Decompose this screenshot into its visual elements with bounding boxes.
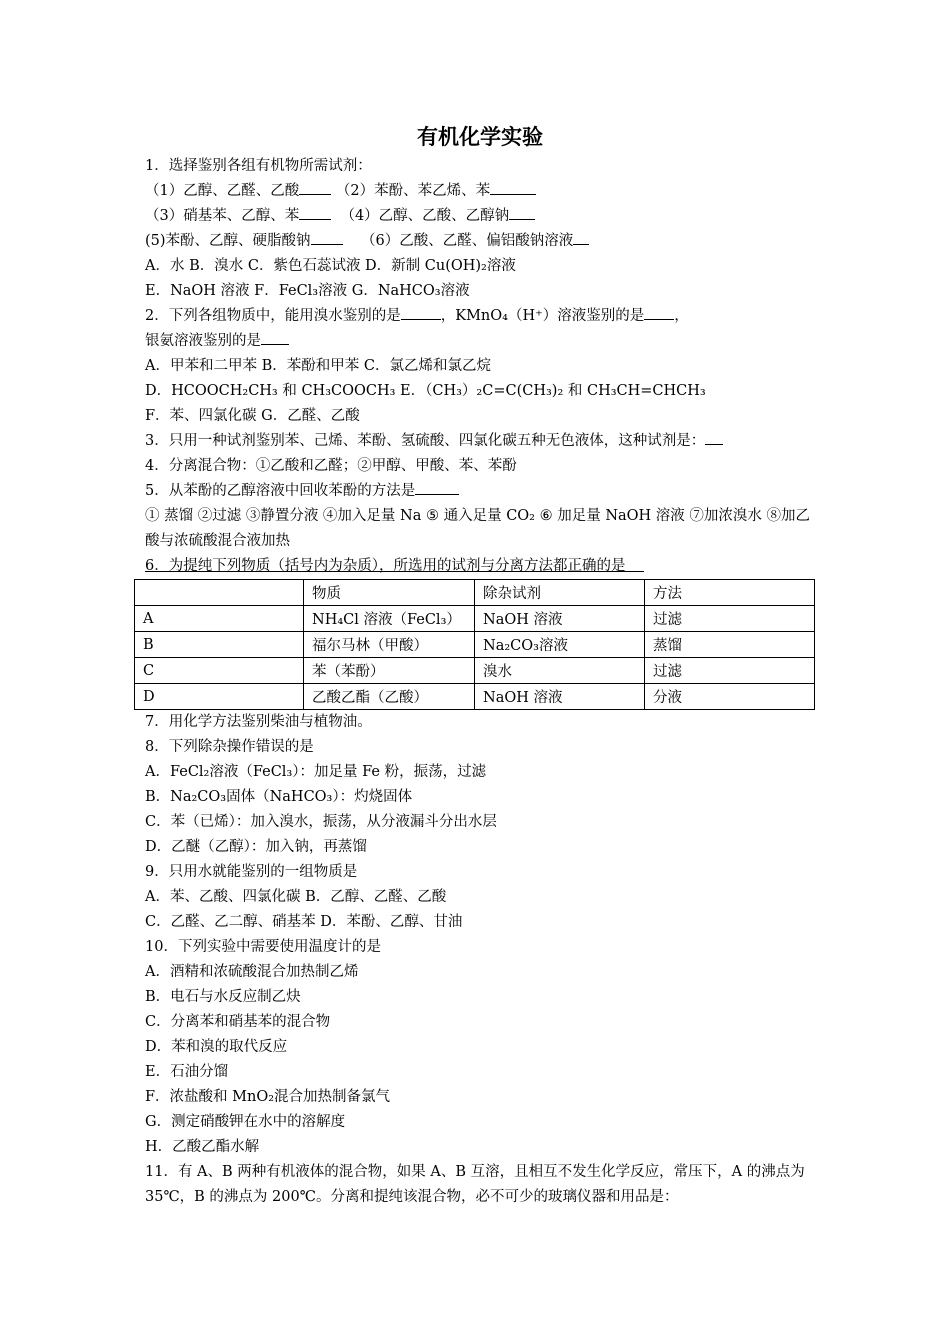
- q1-options-1: A．水 B．溴水 C．紫色石蕊试液 D．新制 Cu(OH)₂溶液: [145, 258, 516, 274]
- q9-options-1: A．苯、乙酸、四氯化碳 B．乙醇、乙醛、乙酸: [145, 889, 447, 905]
- table-header-cell: [135, 580, 304, 606]
- answer-blank: [401, 305, 441, 320]
- table-cell: NaOH 溶液: [475, 684, 645, 710]
- answer-blank: [415, 480, 459, 495]
- table-row: [135, 684, 815, 710]
- table-header-cell: 物质: [304, 580, 475, 606]
- q10-option: D．苯和溴的取代反应: [145, 1039, 288, 1055]
- table-row: [135, 606, 815, 632]
- q2-options-3: F．苯、四氯化碳 G．乙醛、乙酸: [145, 408, 360, 424]
- answer-blank: [705, 430, 723, 445]
- table-header-row: [135, 580, 815, 606]
- q9-stem: 9．只用水就能鉴别的一组物质是: [145, 864, 358, 880]
- answer-blank: [311, 230, 343, 245]
- q10-option: C．分离苯和硝基苯的混合物: [145, 1014, 331, 1030]
- q10-option: E．石油分馏: [145, 1064, 229, 1080]
- q8-option: D．乙醚（乙醇）：加入钠，再蒸馏: [145, 839, 367, 855]
- q11: 11．有 A、B 两种有机液体的混合物，如果 A、B 互溶，且相互不发生化学反应，常压下，A 的沸点为 35℃，B 的沸点为 200℃。分离和提纯该混合物，必不可少的玻璃仪器和用品是：: [145, 1164, 805, 1205]
- q10-option: A．酒精和浓硫酸混合加热制乙烯: [145, 964, 359, 980]
- table-row: [135, 658, 815, 684]
- q6-stem: 6．为提纯下列物质（括号内为杂质），所选用的试剂与分离方法都正确的是: [145, 558, 626, 574]
- q5-stem: 5．从苯酚的乙醇溶液中回收苯酚的方法是: [145, 479, 815, 504]
- table-cell: C: [135, 658, 304, 684]
- table-cell: 蒸馏: [645, 632, 815, 658]
- q10-stem: 10．下列实验中需要使用温度计的是: [145, 939, 381, 955]
- table-cell: NH₄Cl 溶液（FeCl₃）: [304, 606, 475, 632]
- q2-options-2: D．HCOOCH₂CH₃ 和 CH₃COOCH₃ E．（CH₃）₂C=C(CH₃)₂ 和 CH₃CH=CHCH₃: [145, 383, 706, 399]
- page-title: 有机化学实验: [417, 125, 543, 149]
- table-cell: 过滤: [645, 658, 815, 684]
- table-cell: NaOH 溶液: [475, 606, 645, 632]
- q1-line-2: （3）硝基苯、乙醇、苯 （4）乙醇、乙酸、乙醇钠: [145, 204, 815, 229]
- q8-option: C．苯（已烯）：加入溴水，振荡，从分液漏斗分出水层: [145, 814, 497, 830]
- q10-option: B．电石与水反应制乙炔: [145, 989, 301, 1005]
- q8-stem: 8．下列除杂操作错误的是: [145, 739, 314, 755]
- q8-option: A．FeCl₂溶液（FeCl₃）：加足量 Fe 粉，振荡，过滤: [145, 764, 487, 780]
- answer-blank: [299, 180, 331, 195]
- q10-option: G．测定硝酸钾在水中的溶解度: [145, 1114, 346, 1130]
- answer-blank: [644, 305, 674, 320]
- q3: 3．只用一种试剂鉴别苯、己烯、苯酚、氢硫酸、四氯化碳五种无色液体，这种试剂是：: [145, 429, 815, 454]
- q1-line-3: (5)苯酚、乙醇、硬脂酸钠 （6）乙酸、乙醛、偏铝酸钠溶液: [145, 229, 815, 254]
- table-cell: 苯（苯酚）: [304, 658, 475, 684]
- table-cell: B: [135, 632, 304, 658]
- table-cell: Na₂CO₃溶液: [475, 632, 645, 658]
- q8-option: B．Na₂CO₃固体（NaHCO₃）：灼烧固体: [145, 789, 413, 805]
- answer-blank: [261, 330, 289, 345]
- answer-blank: [509, 205, 535, 220]
- q1-options-2: E．NaOH 溶液 F．FeCl₃溶液 G．NaHCO₃溶液: [145, 283, 470, 299]
- table-header-cell: 方法: [645, 580, 815, 606]
- table-header-cell: 除杂试剂: [475, 580, 645, 606]
- q7: 7．用化学方法鉴别柴油与植物油。: [145, 714, 372, 730]
- table-cell: 福尔马林（甲酸）: [304, 632, 475, 658]
- table-cell: A: [135, 606, 304, 632]
- answer-blank: [299, 205, 331, 220]
- q2-stem-cont: 银氨溶液鉴别的是: [145, 329, 815, 354]
- q1-line-1: （1）乙醇、乙醛、乙酸 （2）苯酚、苯乙烯、苯: [145, 179, 815, 204]
- q10-option: F．浓盐酸和 MnO₂混合加热制备氯气: [145, 1089, 391, 1105]
- answer-blank: [573, 230, 589, 245]
- q1-stem: 1．选择鉴别各组有机物所需试剂：: [145, 158, 372, 174]
- q4: 4．分离混合物：①乙酸和乙醛；②甲醇、甲酸、苯、苯酚: [145, 458, 517, 474]
- q2-stem: 2．下列各组物质中，能用溴水鉴别的是 ，KMnO₄（H⁺）溶液鉴别的是 ，: [145, 304, 815, 329]
- q6-table: [134, 579, 815, 710]
- answer-blank: [490, 180, 536, 195]
- table-row: [135, 632, 815, 658]
- q9-options-2: C．乙醛、乙二醇、硝基苯 D．苯酚、乙醇、甘油: [145, 914, 463, 930]
- table-cell: 溴水: [475, 658, 645, 684]
- table-cell: 乙酸乙酯（乙酸）: [304, 684, 475, 710]
- table-cell: 分液: [645, 684, 815, 710]
- q10-option: H．乙酸乙酯水解: [145, 1139, 260, 1155]
- table-cell: 过滤: [645, 606, 815, 632]
- q5-options: ① 蒸馏 ②过滤 ③静置分液 ④加入足量 Na ⑤ 通入足量 CO₂ ⑥ 加足量 NaOH 溶液 ⑦加浓溴水 ⑧加乙酸与浓硫酸混合液加热: [145, 508, 811, 549]
- q2-options-1: A．甲苯和二甲苯 B．苯酚和甲苯 C．氯乙烯和氯乙烷: [145, 358, 491, 374]
- document-page: [145, 120, 815, 1210]
- table-cell: D: [135, 684, 304, 710]
